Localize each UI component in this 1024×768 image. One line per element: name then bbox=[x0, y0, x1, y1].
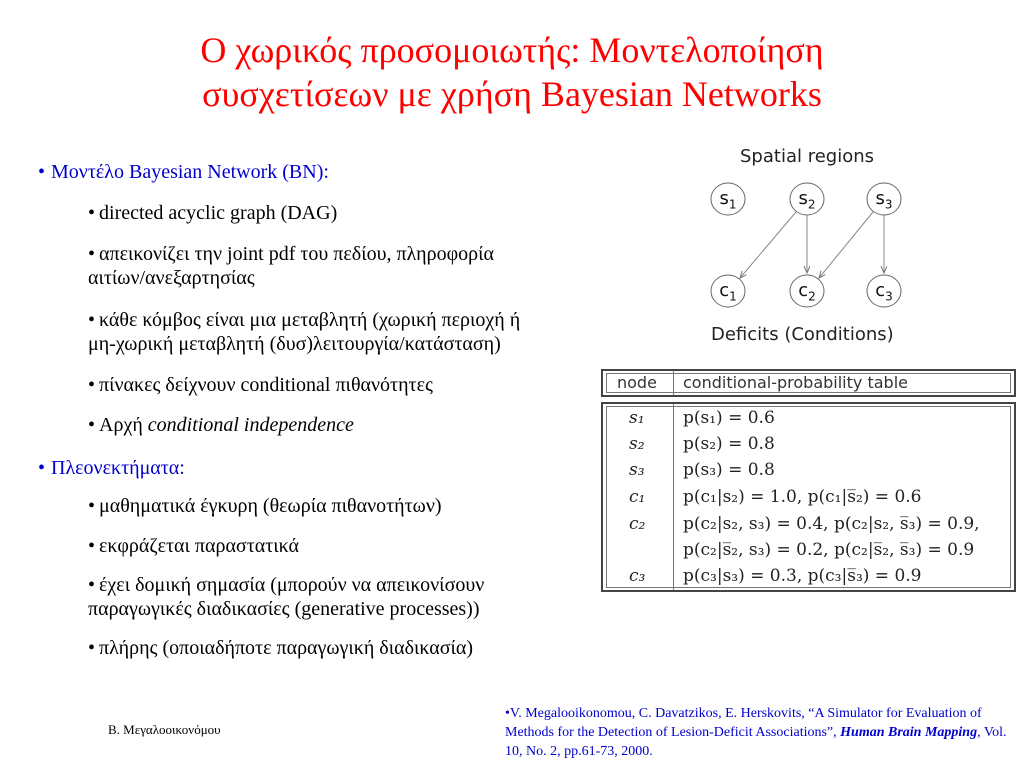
bullet-item: • εκφράζεται παραστατικά bbox=[88, 535, 300, 557]
node-s2-label: $s_2$ bbox=[798, 188, 816, 212]
node-c3-label: $c_3$ bbox=[875, 280, 893, 304]
bullet-item: • πίνακες δείχνουν conditional πιθανότητες bbox=[88, 374, 433, 396]
bullet-item: • απεικονίζει την joint pdf του πεδίου, πληροφορία αιτίων/ανεξαρτησίας bbox=[88, 243, 494, 289]
node-s1-label: $s_1$ bbox=[719, 188, 737, 212]
bullet-item: • κάθε κόμβος είναι μια μεταβλητή (χωρική περιοχή ή μη-χωρική μεταβλητή (δυσ)λειτουργία/κατάσταση) bbox=[88, 309, 521, 355]
reference-citation: •V. Megalooikonomou, C. Davatzikos, E. Herskovits, “A Simulator for Evaluation of Methods for the Detection of Lesion-Deficit Associations”, Human Brain Mapping, Vol. 10, No. 2, pp.61-73, 2000. bbox=[505, 706, 1007, 759]
slide-title bbox=[0, 28, 1024, 116]
spatial-regions-label: Spatial regions bbox=[740, 146, 874, 167]
bullet-heading-advantages: • Πλεονεκτήματα: bbox=[38, 457, 185, 479]
bayesian-network-diagram bbox=[690, 140, 940, 350]
slide-title-line1: Ο χωρικός προσομοιωτής: Μοντελοποίηση bbox=[200, 30, 824, 70]
cpt-col-node: node bbox=[617, 373, 657, 392]
cpt-table-body: s₁ p(s₁) = 0.6 s₂ p(s₂) = 0.8 s₃ p(s₃) = 0.8 c₁ p(c₁|s₂) = 1.0, p(c₁|s̅₂) = 0.6 c₂ p(c₂|s₂, s₃) = 0.4, p(c₂|s₂, s̅₃) = 0.9, p(c₂|s̅₂, s₃) = 0.2, p(c₂|s̅₂, s̅₃) = 0.9 c₃ p(c₃|s₃) = 0.3, p(c₃|s̅₃) = 0.9 bbox=[601, 402, 1016, 592]
author-footer: Β. Μεγαλοοικονόμου bbox=[108, 722, 221, 737]
node-c1-label: $c_1$ bbox=[719, 280, 737, 304]
node-s3-label: $s_3$ bbox=[875, 188, 893, 212]
bullet-item: • πλήρης (οποιαδήποτε παραγωγική διαδικασία) bbox=[88, 637, 474, 659]
cpt-table-header bbox=[601, 369, 1016, 397]
bullet-item: • έχει δομική σημασία (μπορούν να απεικονίσουν παραγωγικές διαδικασίες (generative processes)) bbox=[88, 574, 485, 620]
edge-s3-c2 bbox=[819, 212, 873, 278]
cpt-col-table: conditional-probability table bbox=[683, 373, 908, 392]
bullet-heading-model: • Μοντέλο Bayesian Network (BN): bbox=[38, 161, 329, 183]
bullet-item: • directed acyclic graph (DAG) bbox=[88, 202, 338, 224]
slide-title-line2: συσχετίσεων με χρήση Bayesian Networks bbox=[202, 74, 822, 114]
deficits-label: Deficits (Conditions) bbox=[711, 324, 894, 345]
network-graph bbox=[690, 140, 940, 350]
journal-name: Human Brain Mapping bbox=[840, 725, 978, 740]
bullet-item: • μαθηματικά έγκυρη (θεωρία πιθανοτήτων) bbox=[88, 495, 442, 517]
node-c2-label: $c_2$ bbox=[798, 280, 816, 304]
edge-s2-c1 bbox=[740, 212, 796, 278]
bullet-item: • Αρχή conditional independence bbox=[88, 414, 354, 436]
